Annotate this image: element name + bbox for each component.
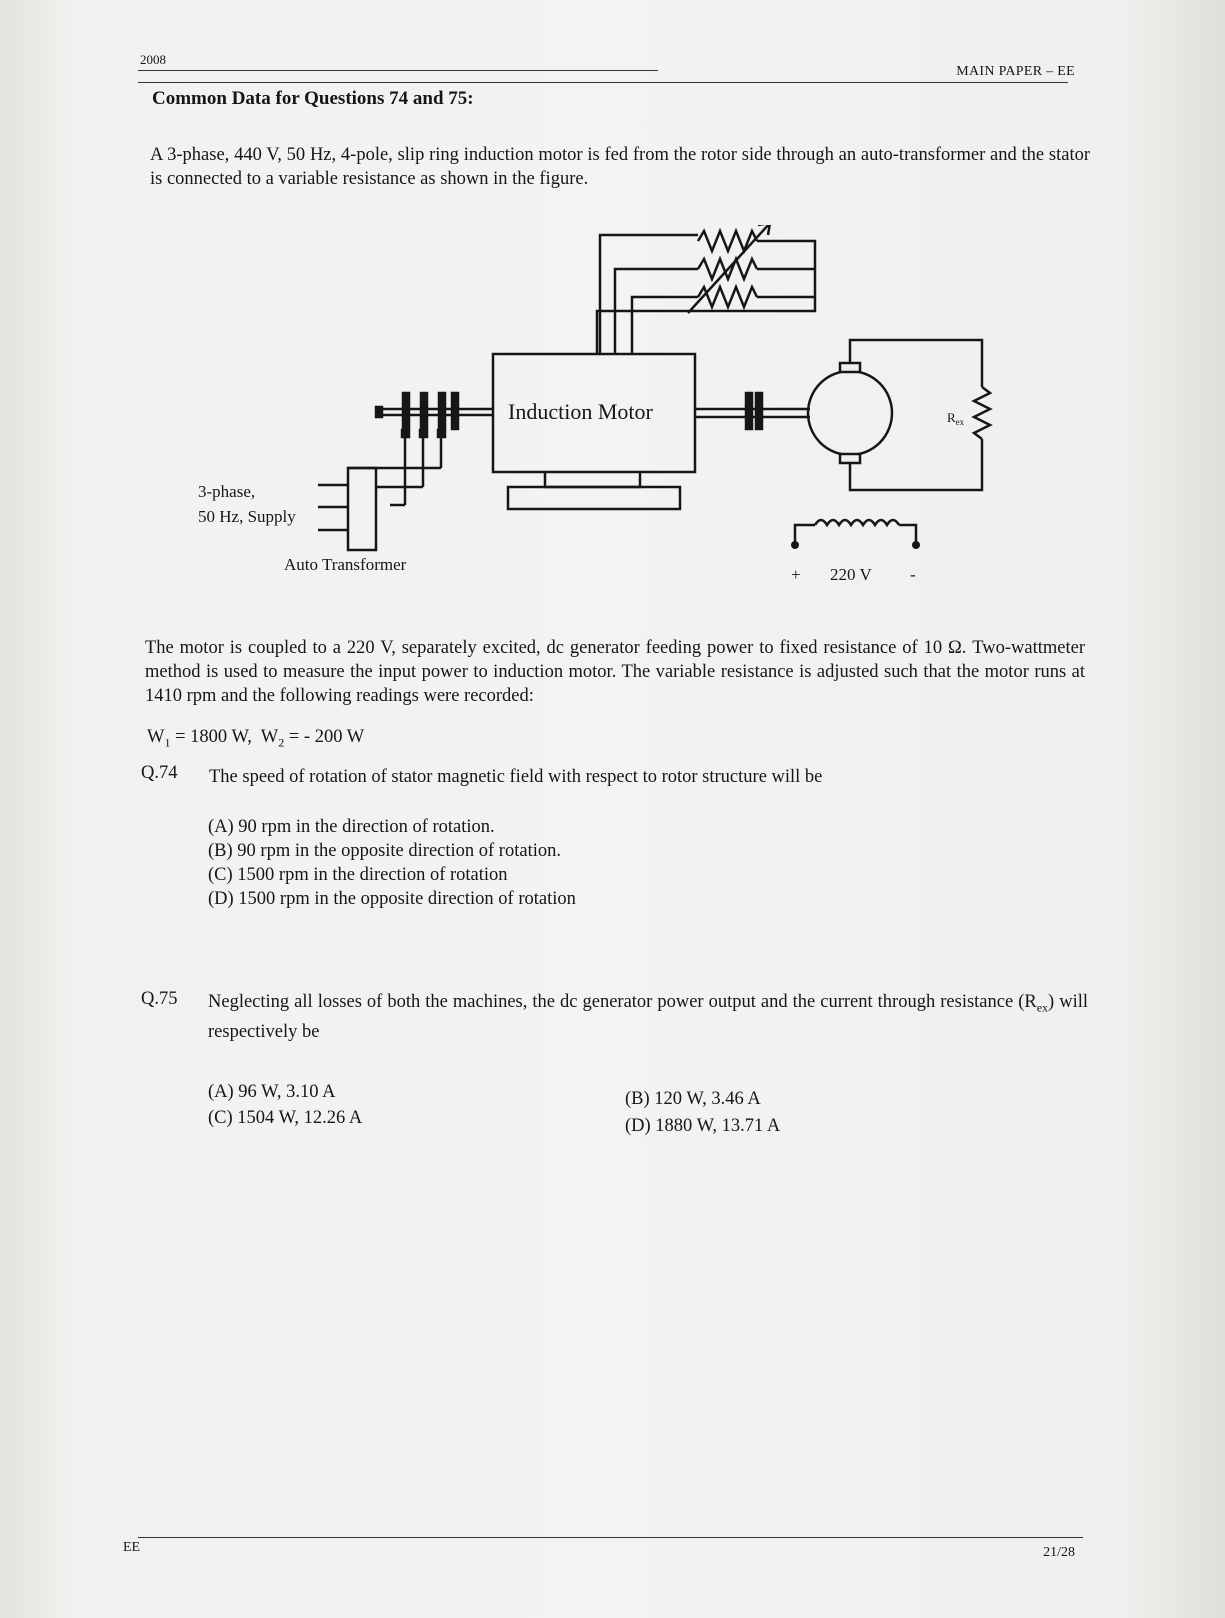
- wattmeter-readings: [147, 727, 364, 751]
- w1-value: = 1800 W,: [170, 727, 252, 747]
- common-data-title: Common Data for Questions 74 and 75:: [152, 88, 474, 109]
- supply-label-line1: 3-phase,: [198, 482, 256, 501]
- slip-ring-1: [403, 393, 409, 429]
- slip-ring-3: [439, 393, 445, 429]
- dc-generator: [808, 371, 892, 455]
- rex-label: R: [947, 410, 956, 425]
- rex-resistor: [974, 387, 990, 439]
- q75-number: Q.75: [141, 989, 178, 1009]
- q74-text: The speed of rotation of stator magnetic field with respect to rotor structure will be: [209, 767, 823, 787]
- coupling-paragraph: The motor is coupled to a 220 V, separately excited, dc generator feeding power to fixed resistance of 10 Ω. Two-wattmeter method is used to measure the input power to induction motor. The variable resistance is adjusted such that the motor runs at 1410 rpm and the following readings were recorded:: [145, 638, 1085, 706]
- plus-sign: +: [791, 565, 801, 584]
- q75-text-part1: Neglecting all losses of both the machines, the dc generator power output and the current through resistance (R: [208, 992, 1037, 1012]
- w1-label: W: [147, 727, 165, 747]
- q74-option-c: (C) 1500 rpm in the direction of rotation: [208, 865, 508, 885]
- induction-motor-label: Induction Motor: [508, 399, 653, 424]
- q74-number: Q.74: [141, 763, 178, 783]
- q75-text: [208, 990, 1088, 1044]
- field-winding: [815, 520, 899, 525]
- coupling: [746, 393, 752, 429]
- voltage-label: 220 V: [830, 565, 872, 584]
- w2-label: W: [260, 727, 279, 747]
- q75-option-a: (A) 96 W, 3.10 A: [208, 1082, 336, 1102]
- w2-value: = - 200 W: [284, 727, 365, 747]
- slip-ring-2: [421, 393, 427, 429]
- rex-sub: ex: [955, 417, 965, 427]
- header-rule: [138, 82, 1068, 83]
- autotransformer-label: Auto Transformer: [284, 555, 407, 574]
- q74-option-a: (A) 90 rpm in the direction of rotation.: [208, 817, 495, 837]
- minus-sign: -: [910, 565, 916, 584]
- q75-option-d: (D) 1880 W, 13.71 A: [625, 1116, 781, 1136]
- variable-resistor-3: [698, 287, 757, 307]
- q74-option-b: (B) 90 rpm in the opposite direction of rotation.: [208, 841, 561, 861]
- supply-label-line2: 50 Hz, Supply: [198, 507, 296, 526]
- q74-option-d: (D) 1500 rpm in the opposite direction of rotation: [208, 889, 576, 909]
- svg-text:Rex: [947, 410, 965, 427]
- footer-rule: [138, 1537, 1083, 1538]
- q75-option-c: (C) 1504 W, 12.26 A: [208, 1108, 363, 1128]
- q75-option-b: (B) 120 W, 3.46 A: [625, 1089, 761, 1109]
- header-year: 2008: [140, 52, 166, 67]
- header-paper: MAIN PAPER – EE: [956, 64, 1075, 79]
- q75-text-part2: ) will respectively be: [208, 992, 1088, 1042]
- intro-paragraph: A 3-phase, 440 V, 50 Hz, 4-pole, slip ring induction motor is fed from the rotor side through an auto-transformer and the stator is connected to a variable resistance as shown in the figure.: [150, 145, 1090, 189]
- header-rule-left: [138, 70, 658, 71]
- footer-page-number: 21/28: [1043, 1545, 1075, 1560]
- motor-base: [508, 487, 680, 509]
- w2-sub: 2: [278, 735, 285, 750]
- q75-text-sub: ex: [1036, 1000, 1049, 1015]
- w1-sub: 1: [164, 735, 171, 750]
- circuit-diagram: [190, 225, 1050, 605]
- footer-left: EE: [123, 1540, 141, 1555]
- auto-transformer: [348, 468, 376, 550]
